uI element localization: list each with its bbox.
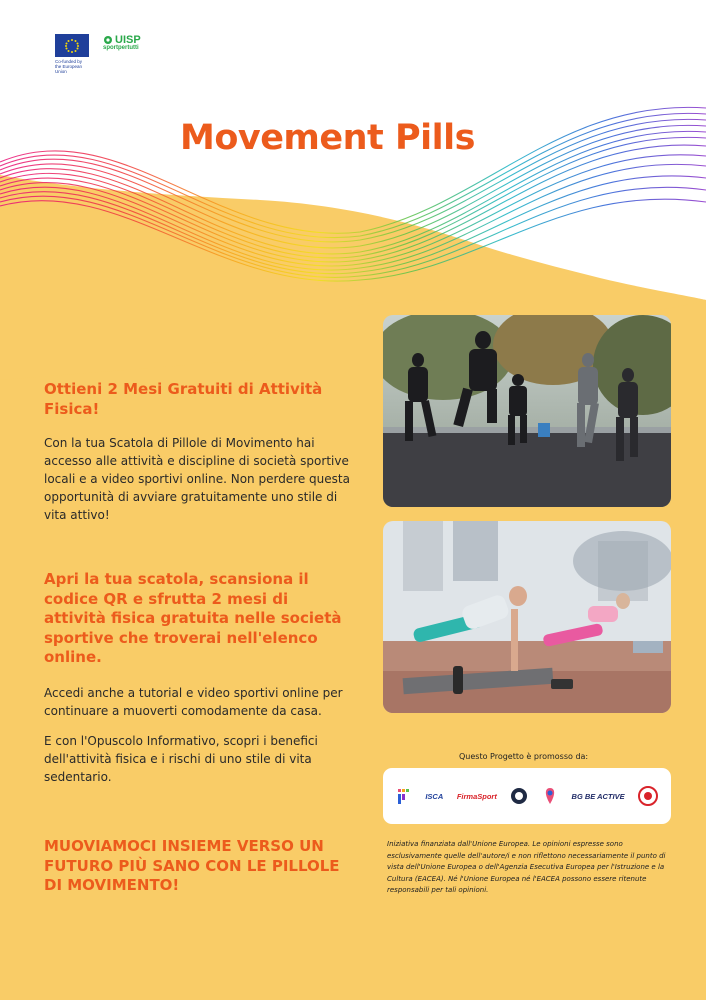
eu-logo <box>55 34 89 74</box>
uisp-logo <box>103 34 141 51</box>
closing-headline: MUOVIAMOCI INSIEME VERSO UN FUTURO PIÙ SANO CON LE PILLOLE DI MOVIMENTO! <box>44 837 340 894</box>
pushup-workout-photo <box>383 521 671 713</box>
top-logos <box>55 34 141 74</box>
eu-disclaimer: Iniziativa finanziata dall'Unione Europea. Le opinioni espresse sono esclusivamente quelle dell'autore/i e non riflettono necessariamente il punto di vista dell'Unione Europea o dell'Agenzia Esecutiva Europea per l'Istruzione e la Cultura (EACEA). Né l'Unione Europea né l'EACEA possono essere ritenute responsabili per tali opinioni. <box>387 840 666 894</box>
partner-logo-icon <box>638 786 658 806</box>
partner-isca: ISCA <box>425 791 444 801</box>
uisp-logo-icon <box>103 35 113 45</box>
partner-logos <box>383 768 671 824</box>
booklet-paragraph: E con l'Opuscolo Informativo, scopri i benefici dell'attività fisica e i rischi di uno stile di vita sedentario. <box>44 734 318 784</box>
partner-logo-icon <box>510 787 528 805</box>
uisp-tagline: sportpertutti <box>103 45 139 51</box>
outdoor-workout-photo <box>383 315 671 507</box>
partner-firmasport: FirmaSport <box>456 791 497 801</box>
partner-logo-icon <box>396 786 412 806</box>
tutorial-paragraph: Accedi anche a tutorial e video sportivi online per continuare a muoverti comodamente da casa. <box>44 686 343 718</box>
eu-caption: Co-funded by the European Union <box>55 59 83 74</box>
intro-paragraph: Con la tua Scatola di Pillole di Movimento hai accesso alle attività e discipline di società sportive locali e a video sportivi online. Non perdere questa opportunità di avviare gratuitamente uno stile di vita attivo! <box>44 436 350 522</box>
eu-flag-icon <box>55 34 89 57</box>
partner-logo-icon <box>542 786 558 806</box>
partner-bg-be-active: BG BE ACTIVE <box>571 791 625 801</box>
uisp-name: UISP <box>115 34 141 46</box>
page-title: Movement Pills <box>180 118 475 158</box>
headline-free-months: Ottieni 2 Mesi Gratuiti di Attività Fisica! <box>44 380 323 418</box>
headline-open-box: Apri la tua scatola, scansiona il codice QR e sfrutta 2 mesi di attività fisica gratuita nelle società sportive che troverai nell'elenco online. <box>44 570 342 666</box>
promoted-by-label: Questo Progetto è promosso da: <box>459 752 589 761</box>
